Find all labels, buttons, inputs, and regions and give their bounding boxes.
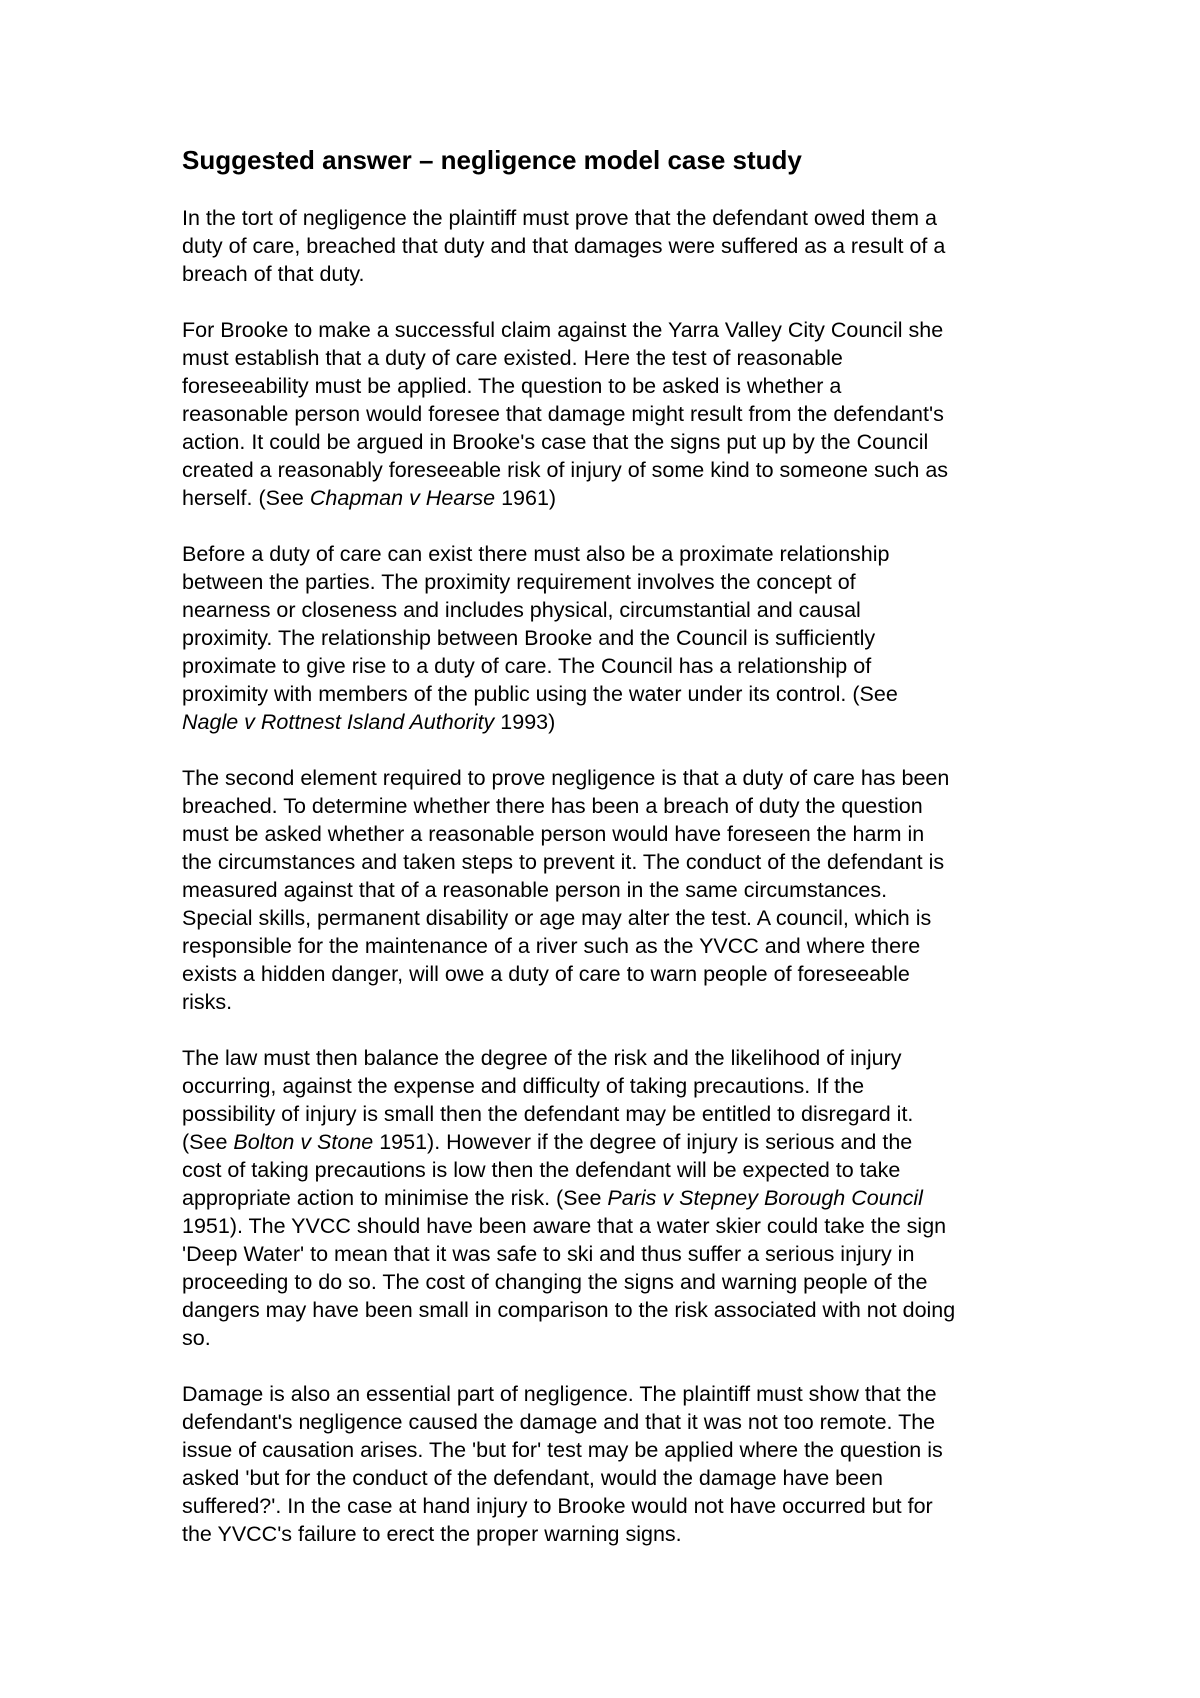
text-line bbox=[182, 204, 1062, 232]
text-run: duty of care, breached that duty and that damages were suffered as a result of a bbox=[182, 234, 946, 258]
text-line bbox=[182, 1268, 1062, 1296]
text-run: defendant's negligence caused the damage and that it was not too remote. The bbox=[182, 1410, 936, 1434]
text-run: In the tort of negligence the plaintiff must prove that the defendant owed them a bbox=[182, 206, 937, 230]
text-line bbox=[182, 1100, 1062, 1128]
text-run: must be asked whether a reasonable person would have foreseen the harm in bbox=[182, 822, 925, 846]
text-run: The law must then balance the degree of the risk and the likelihood of injury bbox=[182, 1046, 902, 1070]
text-line bbox=[182, 316, 1062, 344]
text-run: proximity with members of the public using the water under its control. (See bbox=[182, 682, 898, 706]
text-run: breached. To determine whether there has been a breach of duty the question bbox=[182, 794, 923, 818]
text-run: between the parties. The proximity requirement involves the concept of bbox=[182, 570, 856, 594]
body-paragraph bbox=[182, 540, 1062, 736]
text-line bbox=[182, 680, 1062, 708]
text-line bbox=[182, 1436, 1062, 1464]
text-run: foreseeability must be applied. The question to be asked is whether a bbox=[182, 374, 842, 398]
text-line bbox=[182, 372, 1062, 400]
text-run: Before a duty of care can exist there must also be a proximate relationship bbox=[182, 542, 890, 566]
text-line bbox=[182, 1156, 1062, 1184]
text-line bbox=[182, 232, 1062, 260]
text-run: proceeding to do so. The cost of changing the signs and warning people of the bbox=[182, 1270, 928, 1294]
document-page bbox=[182, 144, 1062, 1576]
text-line bbox=[182, 1492, 1062, 1520]
text-line bbox=[182, 988, 1062, 1016]
text-line bbox=[182, 1296, 1062, 1324]
text-run: reasonable person would foresee that damage might result from the defendant's bbox=[182, 402, 944, 426]
text-run: issue of causation arises. The 'but for' test may be applied where the question is bbox=[182, 1438, 943, 1462]
text-line bbox=[182, 260, 1062, 288]
text-run: 1993) bbox=[494, 710, 556, 734]
body-paragraph bbox=[182, 764, 1062, 1016]
text-run: possibility of injury is small then the defendant may be entitled to disregard it. bbox=[182, 1102, 914, 1126]
text-run: asked 'but for the conduct of the defendant, would the damage have been bbox=[182, 1466, 883, 1490]
text-run: the circumstances and taken steps to prevent it. The conduct of the defendant is bbox=[182, 850, 945, 874]
document-body bbox=[182, 204, 1062, 1548]
case-citation: Nagle v Rottnest Island Authority bbox=[182, 710, 495, 734]
text-run: appropriate action to minimise the risk. (See bbox=[182, 1186, 608, 1210]
text-line bbox=[182, 1520, 1062, 1548]
text-line bbox=[182, 596, 1062, 624]
text-run: measured against that of a reasonable person in the same circumstances. bbox=[182, 878, 888, 902]
case-citation: Bolton v Stone bbox=[233, 1130, 374, 1154]
text-line bbox=[182, 764, 1062, 792]
text-line bbox=[182, 792, 1062, 820]
text-run: (See bbox=[182, 1130, 234, 1154]
text-run: 1961) bbox=[495, 486, 557, 510]
text-run: Damage is also an essential part of negligence. The plaintiff must show that the bbox=[182, 1382, 937, 1406]
text-run: 'Deep Water' to mean that it was safe to ski and thus suffer a serious injury in bbox=[182, 1242, 915, 1266]
text-run: Special skills, permanent disability or age may alter the test. A council, which is bbox=[182, 906, 932, 930]
text-line bbox=[182, 820, 1062, 848]
text-line bbox=[182, 848, 1062, 876]
text-run: nearness or closeness and includes physical, circumstantial and causal bbox=[182, 598, 861, 622]
text-line bbox=[182, 1324, 1062, 1352]
body-paragraph bbox=[182, 1044, 1062, 1352]
text-line bbox=[182, 456, 1062, 484]
text-run: occurring, against the expense and difficulty of taking precautions. If the bbox=[182, 1074, 865, 1098]
text-line bbox=[182, 540, 1062, 568]
text-line bbox=[182, 1212, 1062, 1240]
text-line bbox=[182, 708, 1062, 736]
text-line bbox=[182, 652, 1062, 680]
text-run: For Brooke to make a successful claim against the Yarra Valley City Council she bbox=[182, 318, 944, 342]
case-citation: Paris v Stepney Borough Council bbox=[607, 1186, 923, 1210]
text-line bbox=[182, 904, 1062, 932]
text-run: breach of that duty. bbox=[182, 262, 365, 286]
text-line bbox=[182, 344, 1062, 372]
text-run: proximity. The relationship between Brooke and the Council is sufficiently bbox=[182, 626, 876, 650]
text-line bbox=[182, 568, 1062, 596]
text-run: 1951). However if the degree of injury is serious and the bbox=[373, 1130, 913, 1154]
body-paragraph bbox=[182, 204, 1062, 288]
text-line bbox=[182, 1380, 1062, 1408]
text-run: responsible for the maintenance of a river such as the YVCC and where there bbox=[182, 934, 921, 958]
text-run: the YVCC's failure to erect the proper warning signs. bbox=[182, 1522, 682, 1546]
text-line bbox=[182, 624, 1062, 652]
text-line bbox=[182, 1184, 1062, 1212]
text-run: dangers may have been small in comparison to the risk associated with not doing bbox=[182, 1298, 956, 1322]
text-line bbox=[182, 1128, 1062, 1156]
text-line bbox=[182, 1044, 1062, 1072]
text-run: suffered?'. In the case at hand injury to Brooke would not have occurred but for bbox=[182, 1494, 933, 1518]
text-line bbox=[182, 876, 1062, 904]
document-title: Suggested answer – negligence model case study bbox=[182, 145, 802, 175]
text-run: cost of taking precautions is low then the defendant will be expected to take bbox=[182, 1158, 901, 1182]
body-paragraph bbox=[182, 1380, 1062, 1548]
text-run: 1951). The YVCC should have been aware that a water skier could take the sign bbox=[182, 1214, 947, 1238]
text-line bbox=[182, 1240, 1062, 1268]
text-run: The second element required to prove negligence is that a duty of care has been bbox=[182, 766, 950, 790]
text-run: must establish that a duty of care existed. Here the test of reasonable bbox=[182, 346, 843, 370]
text-line bbox=[182, 1408, 1062, 1436]
text-run: proximate to give rise to a duty of care. The Council has a relationship of bbox=[182, 654, 872, 678]
text-line bbox=[182, 400, 1062, 428]
text-line bbox=[182, 1072, 1062, 1100]
text-run: so. bbox=[182, 1326, 211, 1350]
text-line bbox=[182, 932, 1062, 960]
text-run: herself. (See bbox=[182, 486, 310, 510]
case-citation: Chapman v Hearse bbox=[309, 486, 496, 510]
text-line bbox=[182, 960, 1062, 988]
text-run: action. It could be argued in Brooke's case that the signs put up by the Council bbox=[182, 430, 929, 454]
text-run: exists a hidden danger, will owe a duty of care to warn people of foreseeable bbox=[182, 962, 910, 986]
text-line bbox=[182, 1464, 1062, 1492]
text-line bbox=[182, 428, 1062, 456]
text-run: risks. bbox=[182, 990, 233, 1014]
body-paragraph bbox=[182, 316, 1062, 512]
text-run: created a reasonably foreseeable risk of injury of some kind to someone such as bbox=[182, 458, 949, 482]
text-line bbox=[182, 484, 1062, 512]
